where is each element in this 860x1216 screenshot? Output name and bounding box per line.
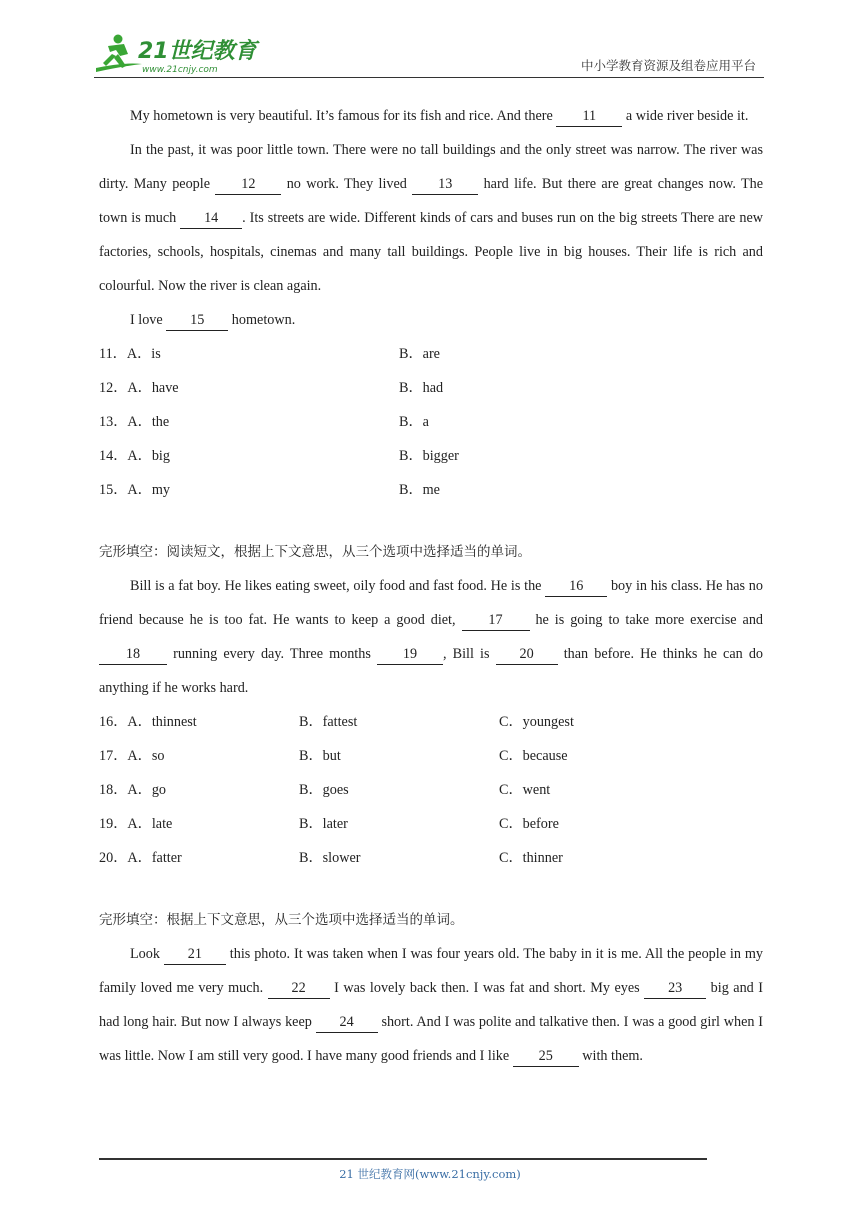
- question-row: 16．A．thinnest B．fattest C．youngest: [99, 714, 574, 730]
- blank-14: 14: [180, 208, 242, 229]
- blank-11: 11: [556, 106, 622, 127]
- passage1-para1: My hometown is very beautiful. It’s famous for its fish and rice. And there 11 a wide river beside it.: [99, 99, 763, 133]
- question-list-1: [99, 337, 763, 507]
- svg-text:21世纪教育: 21世纪教育: [138, 39, 257, 64]
- page-footer: 21 世纪教育网(www.21cnjy.com): [339, 1167, 521, 1181]
- section2-title: 完形填空：阅读短文，根据上下文意思，从三个选项中选择适当的单词。: [99, 544, 531, 560]
- blank-18: 18: [99, 644, 167, 665]
- question-row: 17．A．so B．but C．because: [99, 748, 568, 764]
- header-rule: [94, 77, 764, 79]
- section3-title: 完形填空：根据上下文意思，从三个选项中选择适当的单词。: [99, 912, 464, 928]
- header-right-text: 中小学教育资源及组卷应用平台: [580, 58, 756, 73]
- blank-17: 17: [462, 610, 530, 631]
- question-row: 15．A．my B．me: [99, 482, 440, 498]
- blank-13: 13: [412, 174, 478, 195]
- question-row: 14．A．big B．bigger: [99, 448, 459, 464]
- passage3: Look 21 this photo. It was taken when I was four years old. The baby in it is me. All the people in my family loved me very much. 22 I was lovely back then. I was fat and short. My eyes 23 big and I had long hair. But now I always keep 24 short. And I was polite and talkative then. I was a good girl when I was little. Now I am still very good. I have many good friends and I like 25 with them.: [99, 937, 763, 1073]
- blank-12: 12: [215, 174, 281, 195]
- question-row: 20．A．fatter B．slower C．thinner: [99, 850, 563, 866]
- question-row: 12．A．have B．had: [99, 380, 444, 396]
- document-body: [99, 99, 763, 1073]
- passage1-para3: I love 15 hometown.: [99, 303, 763, 337]
- question-row: 13．A．the B．a: [99, 414, 429, 430]
- blank-23: 23: [644, 978, 706, 999]
- logo-21cnjy: [94, 32, 264, 76]
- passage1-para2: In the past, it was poor little town. There were no tall buildings and the only street was narrow. The river was dirty. Many people 12 no work. They lived 13 hard life. But there are great changes now. The town is much 14 . Its streets are wide. Different kinds of cars and buses run on the big streets There are new factories, schools, hospitals, cinemas and many tall buildings. People live in big houses. Their life is rich and colourful. Now the river is clean again.: [99, 142, 764, 294]
- svg-text:www.21cnjy.com: www.21cnjy.com: [142, 65, 218, 75]
- blank-24: 24: [316, 1012, 378, 1033]
- footer-rule: [99, 1158, 707, 1160]
- page-header: [94, 32, 764, 78]
- blank-22: 22: [268, 978, 330, 999]
- blank-19: 19: [377, 644, 443, 665]
- passage2: Bill is a fat boy. He likes eating sweet, oily food and fast food. He is the 16 boy in his class. He has no friend because he is too fat. He wants to keep a good diet, 17 he is going to take more exercise and 18 running every day. Three months 19 , Bill is 20 than before. He thinks he can do anything if he works hard.: [99, 578, 764, 696]
- question-row: 11．A．is B．are: [99, 346, 440, 362]
- blank-21: 21: [164, 944, 226, 965]
- blank-16: 16: [545, 576, 607, 597]
- question-list-2: [99, 705, 763, 875]
- blank-20: 20: [496, 644, 558, 665]
- blank-25: 25: [513, 1046, 579, 1067]
- question-row: 18．A．go B．goes C．went: [99, 782, 551, 798]
- question-row: 19．A．late B．later C．before: [99, 816, 559, 832]
- blank-15: 15: [166, 310, 228, 331]
